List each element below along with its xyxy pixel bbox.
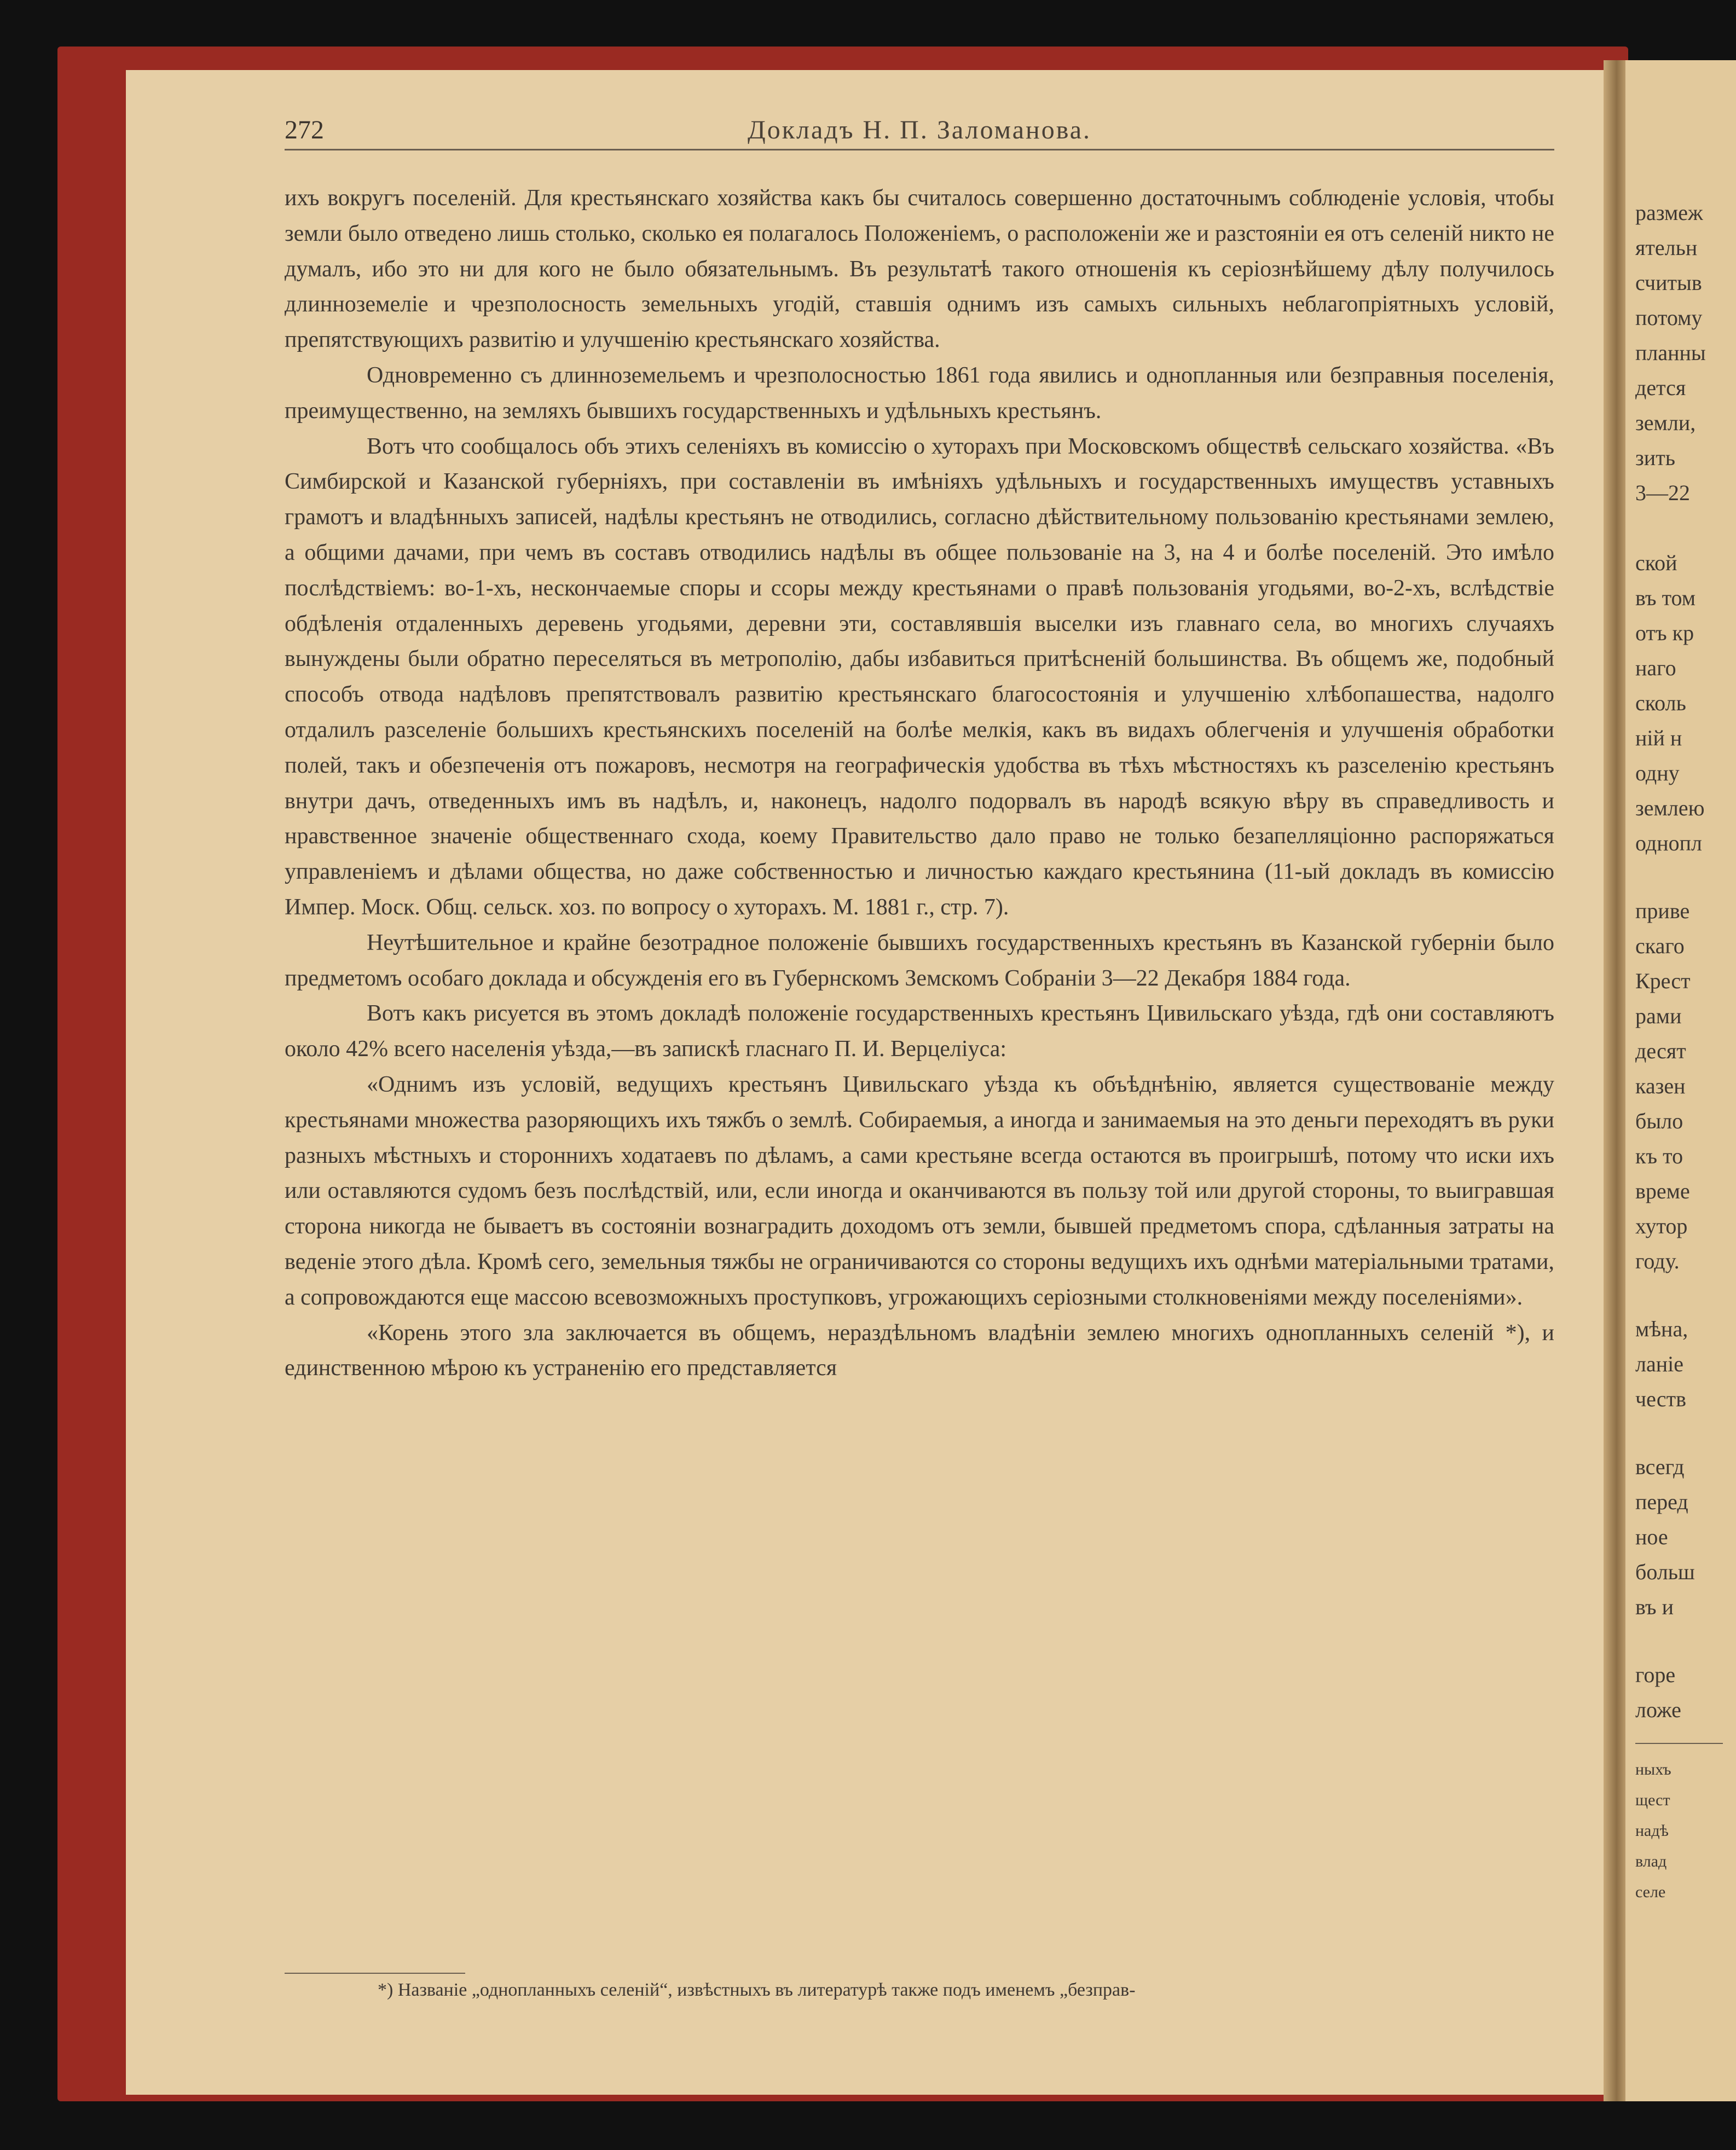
right-line: отъ кр (1635, 621, 1694, 645)
right-line: надѣ (1635, 1822, 1669, 1840)
page-number: 272 (285, 115, 324, 144)
footnote-rule (285, 1973, 465, 1974)
paragraph: Вотъ что сообщалось объ этихъ селеніяхъ въ комиссію о хуторахъ при Московскомъ обществѣ сельскаго хозяйства. «Въ Симбирской и Казанской губерніяхъ, при составленіи въ имѣніяхъ удѣльныхъ и государственныхъ имуществъ уставныхъ грамотъ и владѣнныхъ записей, надѣлы крестьянъ не отводились, согласно дѣйствительному пользованію крестьянами землею, а общими дачами, при чемъ въ составъ отводились надѣлы въ общее пользованіе на 3, на 4 и болѣе поселеній. Это имѣло послѣдствіемъ: во-1-хъ, нескончаемые споры и ссоры между крестьянами о правѣ пользованія угодьями, во-2-хъ, вслѣдствіе обдѣленія отдаленныхъ деревень угодьями, деревни эти, составлявшія выселки изъ главнаго села, во многихъ случаяхъ вынуждены были обратно переселяться въ метрополію, дабы избавиться притѣсненій большинства. Въ общемъ же, подобный способъ отвода надѣловъ препятствовалъ развитію крестьянскаго благосостоянія и улучшенію хлѣбопашества, надолго отдалилъ разселеніе большихъ крестьянскихъ поселеній на болѣе мелкія, какъ въ видахъ облегченія и улучшенія обработки полей, такъ и обезпеченія отъ пожаровъ, несмотря на географическія удобства въ тѣхъ мѣстностяхъ къ разселенію крестьянъ внутри дачъ, отведенныхъ имъ въ надѣлъ, и, наконецъ, надолго подорвалъ въ народѣ всякую вѣру въ справедливость и нравственное значеніе общественнаго схода, коему Правительство дало право не только безапелляціонно распоряжаться управленіемъ и дѣлами общества, но даже собственностью и личностью каждаго крестьянина (11-ый докладъ въ комиссію Импер. Моск. Общ. сельск. хоз. по вопросу о хуторахъ. М. 1881 г., стр. 7). (285, 433, 1554, 920)
quote-paragraph: «Корень этого зла заключается въ общемъ, нераздѣльномъ владѣніи землею многихъ однопланныхъ селеній *), и единственною мѣрою къ устраненію его представляется (285, 1320, 1554, 1381)
right-line: считыв (1635, 270, 1702, 295)
right-line: честв (1635, 1387, 1686, 1411)
right-line: приве (1635, 899, 1690, 923)
right-page (1625, 60, 1736, 2101)
right-line: было (1635, 1109, 1683, 1133)
right-line: всегд (1635, 1454, 1685, 1479)
running-head: Докладъ Н. П. Заломанова. (747, 115, 1092, 144)
right-line: ное (1635, 1525, 1668, 1549)
right-line: време (1635, 1179, 1690, 1203)
right-line: дется (1635, 375, 1686, 400)
paragraph: Одновременно съ длинноземельемъ и чрезполосностью 1861 года явились и однопланныя или безправныя поселенія, преимущественно, на земляхъ бывшихъ государственныхъ и удѣльныхъ крестьянъ. (285, 362, 1554, 424)
right-line: ланіе (1635, 1352, 1683, 1376)
right-page-text (1635, 200, 1736, 1914)
paragraph: Неутѣшительное и крайне безотрадное положеніе бывшихъ государственныхъ крестьянъ въ Казанской губерніи было предметомъ особаго доклада и обсужденія его въ Губернскомъ Земскомъ Собраніи 3—22 Декабря 1884 года. (285, 930, 1554, 991)
right-line: ныхъ (1635, 1760, 1671, 1778)
header-rule (285, 149, 1554, 150)
right-line: влад (1635, 1852, 1667, 1870)
right-line: селе (1635, 1883, 1666, 1901)
right-line: одну (1635, 761, 1680, 785)
right-line: потому (1635, 305, 1703, 330)
right-line: землею (1635, 796, 1705, 820)
right-footnote-rule (1635, 1743, 1723, 1744)
right-line: горе (1635, 1662, 1676, 1687)
right-line: земли, (1635, 410, 1696, 435)
right-line: хутор (1635, 1214, 1688, 1238)
right-line: ятельн (1635, 235, 1698, 260)
right-line: 3—22 (1635, 480, 1690, 505)
right-line (1635, 515, 1736, 550)
right-line: ній н (1635, 726, 1682, 750)
right-line: размеж (1635, 200, 1703, 225)
right-line: сколь (1635, 691, 1686, 715)
right-line: Крест (1635, 969, 1691, 993)
right-line: къ то (1635, 1144, 1683, 1168)
page-header (285, 109, 1554, 153)
right-line: щест (1635, 1791, 1670, 1809)
right-line: наго (1635, 656, 1676, 680)
right-line: зить (1635, 445, 1675, 470)
right-line: однопл (1635, 831, 1702, 855)
book-gutter (1604, 60, 1625, 2101)
footnote: *) Названіе „однопланныхъ селеній“, извѣстныхъ въ литературѣ также подъ именемъ „безправ- (378, 1980, 1136, 2000)
right-line: десят (1635, 1039, 1686, 1063)
right-line: ской (1635, 550, 1677, 575)
paragraph: ихъ вокругъ поселеній. Для крестьянскаго хозяйства какъ бы считалось совершенно достаточнымъ соблюденіе условія, чтобы земли было отведено лишь столько, сколько ея полагалось Положеніемъ, о расположеніи же и разстояніи ея отъ селеній никто не думалъ, ибо это ни для кого не было обязательнымъ. Въ результатѣ такого отношенія къ серіознѣйшему дѣлу получилось длинноземеліе и чрезполосность земельныхъ угодій, ставшія однимъ изъ самыхъ сильныхъ неблагопріятныхъ условій, препятствующихъ развитію и улучшенію крестьянскаго хозяйства. (285, 186, 1554, 353)
right-line: больш (1635, 1560, 1695, 1584)
right-line: скаго (1635, 934, 1685, 958)
right-line: въ и (1635, 1595, 1674, 1619)
right-line: казен (1635, 1074, 1686, 1098)
right-line: планны (1635, 340, 1706, 365)
right-line: ложе (1635, 1697, 1681, 1722)
right-line: въ том (1635, 586, 1696, 610)
right-line: мѣна, (1635, 1317, 1688, 1341)
right-line: году. (1635, 1249, 1680, 1273)
body-text (285, 181, 1554, 1386)
paragraph: Вотъ какъ рисуется въ этомъ докладѣ положеніе государственныхъ крестьянъ Цивильскаго уѣзда, гдѣ они составляютъ около 42% всего населенія уѣзда,—въ запискѣ гласнаго П. И. Верцеліуса: (285, 1001, 1554, 1062)
right-line: рами (1635, 1004, 1682, 1028)
right-line: перед (1635, 1490, 1688, 1514)
quote-paragraph: «Однимъ изъ условій, ведущихъ крестьянъ Цивильскаго уѣзда къ объѣднѣнію, является существованіе между крестьянами множества разоряющихъ ихъ тяжбъ о землѣ. Собираемыя, а иногда и занимаемыя на это деньги переходятъ въ руки разныхъ мѣстныхъ и стороннихъ ходатаевъ по дѣламъ, а сами крестьяне всегда остаются въ проигрышѣ, потому что иски ихъ или оставляются судомъ безъ послѣдствій, или, если иногда и оканчиваются въ пользу той или другой стороны, то выигравшая сторона никогда не бываетъ въ состояніи вознаградить доходомъ отъ земли, бывшей предметомъ спора, сдѣланныя затраты на веденіе этого дѣла. Кромѣ сего, земельныя тяжбы не ограничиваются со стороны ведущихъ ихъ однѣми матеріальными тратами, а сопровождаются еще массою всевозможныхъ проступковъ, угрожающихъ серіозными столкновеніями между поселеніями». (285, 1071, 1554, 1310)
